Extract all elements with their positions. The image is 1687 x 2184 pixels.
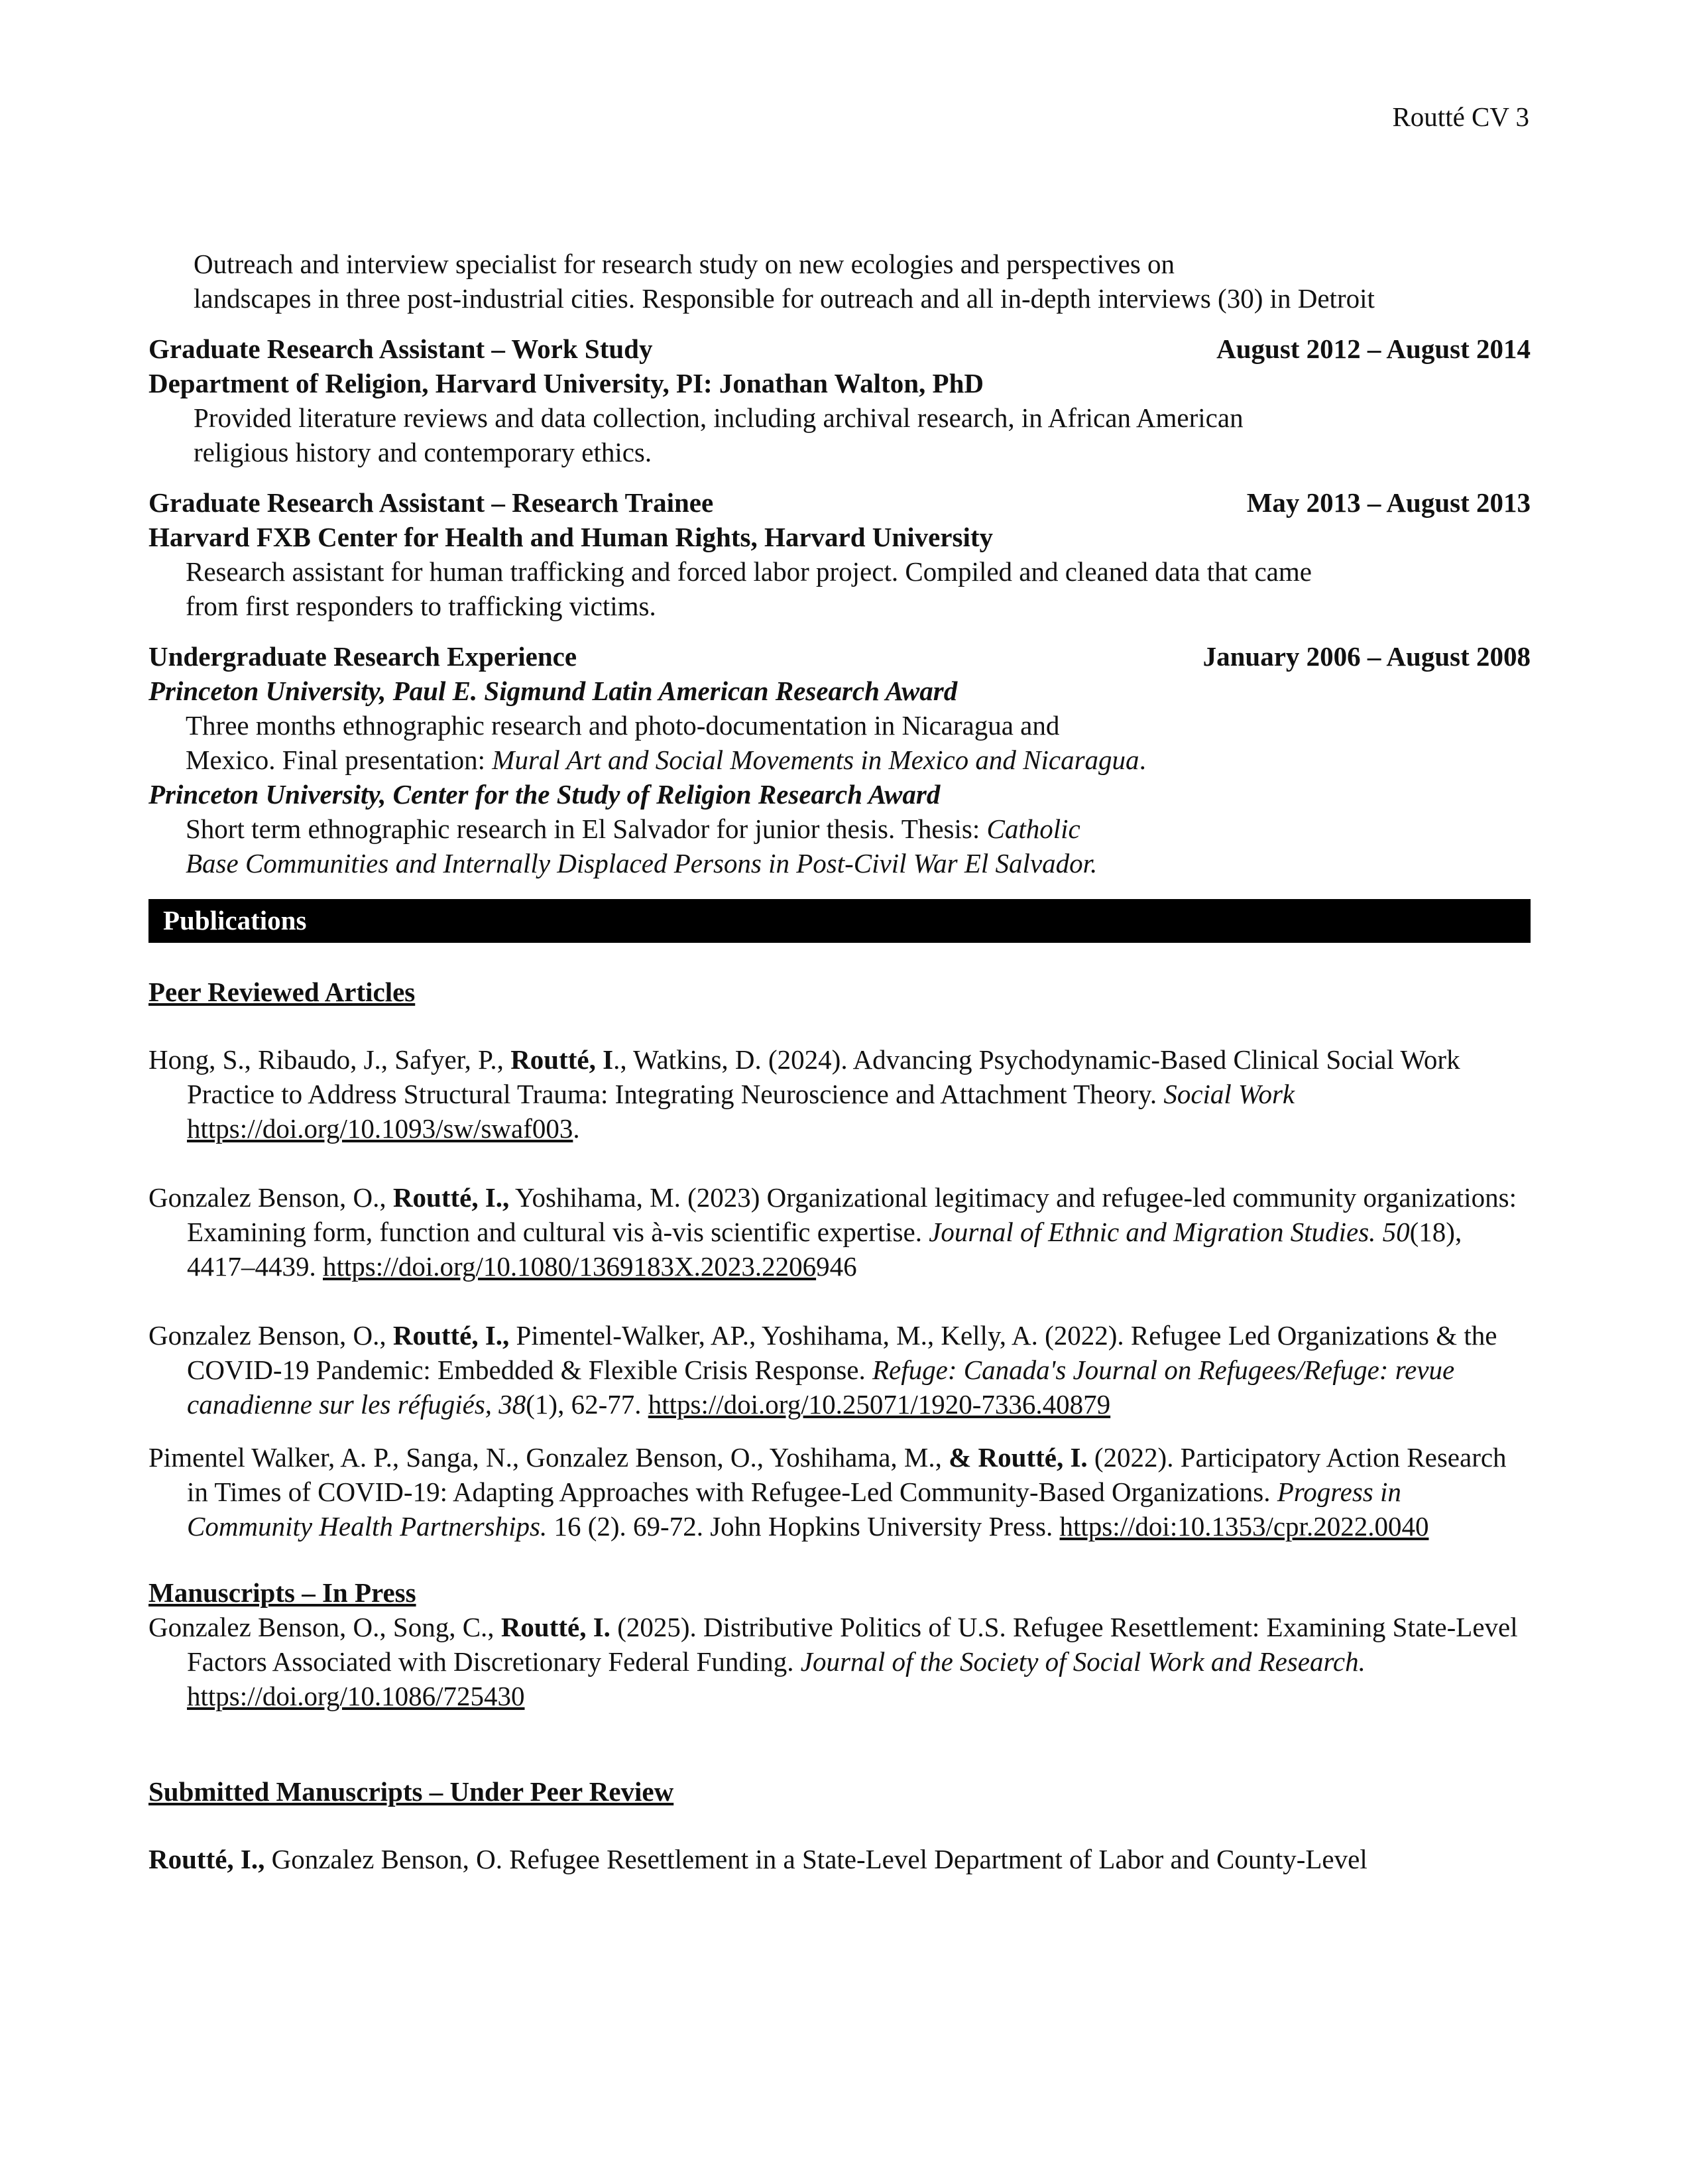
award-description <box>148 812 1531 880</box>
citation <box>148 1440 1531 1544</box>
in-press-heading: Manuscripts – In Press <box>148 1577 416 1608</box>
award-title: Princeton University, Paul E. Sigmund Latin American Research Award <box>148 676 958 706</box>
entry-dates: May 2013 – August 2013 <box>1246 487 1531 518</box>
citation-title: Pimentel-Walker, AP., Yoshihama, M., Kelly, A. (2022). Refugee Led Organizations & the COVID-19 Pandemic: Embedded & Flexible Crisis Response. <box>187 1320 1497 1385</box>
citation-highlight-author: & Routté, I. <box>949 1442 1088 1473</box>
description-line <box>186 812 1531 846</box>
citation-title: ., Watkins, D. (2024). Advancing Psychodynamic-Based Clinical Social Work Practice to Address Structural Trauma: Integrating Neuroscience and Attachment Theory. <box>187 1044 1460 1109</box>
description-line: Research assistant for human trafficking and forced labor project. Compiled and cleaned data that came <box>186 556 1312 587</box>
citation-title: (2022). Participatory Action Research in Times of COVID-19: Adapting Approaches with Refugee-Led Community-Based Organizations. <box>187 1442 1507 1507</box>
award-description <box>148 708 1531 777</box>
submitted-heading: Submitted Manuscripts – Under Peer Review <box>148 1776 674 1807</box>
citation-title: (2025). Distributive Politics of U.S. Refugee Resettlement: Examining State-Level Factors Associated with Discretionary Federal Funding. <box>187 1612 1518 1677</box>
running-header: Routté CV 3 <box>1392 101 1529 132</box>
citation-authors: Pimentel Walker, A. P., Sanga, N., Gonzalez Benson, O., Yoshihama, M., <box>148 1442 949 1473</box>
entry-dates: January 2006 – August 2008 <box>1202 641 1531 672</box>
citation <box>148 1842 1531 1876</box>
citation-doi-link[interactable]: https://doi:10.1353/cpr.2022.0040 <box>1059 1511 1429 1542</box>
citation-doi-link[interactable]: https://doi.org/10.25071/1920-7336.40879 <box>648 1389 1111 1420</box>
description-text: Short term ethnographic research in El Salvador for junior thesis. Thesis: <box>186 814 987 844</box>
intro-line: landscapes in three post-industrial cities. Responsible for outreach and all in-depth interviews (30) in Detroit <box>194 283 1375 314</box>
citation-end: 946 <box>816 1251 857 1282</box>
intro-line: Outreach and interview specialist for research study on new ecologies and perspectives on <box>194 249 1175 279</box>
entry-title: Graduate Research Assistant – Research Trainee <box>148 487 714 518</box>
citation <box>148 1318 1531 1422</box>
description-line: from first responders to trafficking victims. <box>186 591 656 621</box>
presentation-title: Mural Art and Social Movements in Mexico and Nicaragua <box>492 745 1139 775</box>
description-text: Mexico. Final presentation: <box>186 745 493 775</box>
citation-title: Gonzalez Benson, O. Refugee Resettlement in a State-Level Department of Labor and County-Level <box>264 1844 1367 1874</box>
citation-details: (18), 4417–4439. <box>187 1217 1462 1282</box>
citation-title: Yoshihama, M. (2023) Organizational legitimacy and refugee-led community organizations: Examining form, function and cultural vis à-vis scientific expertise. <box>187 1182 1517 1247</box>
thesis-title: Base Communities and Internally Displaced Persons in Post-Civil War El Salvador. <box>186 848 1098 879</box>
entry-organization: Department of Religion, Harvard University, PI: Jonathan Walton, PhD <box>148 368 984 398</box>
citation-highlight-author: Routté, I <box>510 1044 614 1075</box>
description-text: . <box>1139 745 1146 775</box>
citation-journal: Progress in Community Health Partnerships. <box>187 1477 1401 1542</box>
page-content <box>148 247 1531 1876</box>
entry-title: Undergraduate Research Experience <box>148 641 577 672</box>
citation <box>148 1610 1531 1713</box>
entry-heading <box>148 639 1531 674</box>
entry-organization: Harvard FXB Center for Health and Human Rights, Harvard University <box>148 522 994 552</box>
entry-dates: August 2012 – August 2014 <box>1216 334 1531 364</box>
description-line: Provided literature reviews and data collection, including archival research, in African American <box>194 402 1244 433</box>
citation-end: . <box>573 1113 580 1144</box>
citation-journal: Refuge: Canada's Journal on Refugees/Refuge: revue canadienne sur les réfugiés, 38 <box>187 1355 1455 1420</box>
citation-highlight-author: Routté, I., <box>392 1320 510 1351</box>
entry-heading <box>148 485 1531 520</box>
entry-title: Graduate Research Assistant – Work Study <box>148 334 653 364</box>
entry-heading <box>148 332 1531 366</box>
citation-authors: Gonzalez Benson, O., <box>148 1182 393 1213</box>
description-line <box>186 743 1531 777</box>
citation-journal: Journal of Ethnic and Migration Studies. 50 <box>929 1217 1410 1247</box>
citation-journal: Journal of the Society of Social Work and Research. <box>800 1646 1366 1677</box>
citation-details: (1), 62-77. <box>526 1389 648 1420</box>
intro-paragraph <box>148 247 1531 316</box>
citation-journal: Social Work <box>1163 1079 1295 1109</box>
description-line: Three months ethnographic research and photo-documentation in Nicaragua and <box>186 710 1060 741</box>
citation-authors: Hong, S., Ribaudo, J., Safyer, P., <box>148 1044 511 1075</box>
experience-entry <box>148 639 1531 880</box>
citation-doi-link[interactable]: https://doi.org/10.1080/1369183X.2023.2206 <box>323 1251 817 1282</box>
thesis-title: Catholic <box>986 814 1080 844</box>
publications-section-bar: Publications <box>148 899 1531 943</box>
award-title: Princeton University, Center for the Study of Religion Research Award <box>148 779 941 810</box>
experience-entry <box>148 332 1531 469</box>
citation-doi-link[interactable]: https://doi.org/10.1093/sw/swaf003 <box>187 1113 573 1144</box>
citation-authors: Gonzalez Benson, O., Song, C., <box>148 1612 501 1642</box>
entry-description <box>148 400 1531 469</box>
citation <box>148 1180 1531 1284</box>
peer-reviewed-heading: Peer Reviewed Articles <box>148 977 416 1007</box>
entry-description <box>148 554 1531 623</box>
description-line: religious history and contemporary ethics. <box>194 437 652 467</box>
experience-entry <box>148 485 1531 623</box>
citation-highlight-author: Routté, I., <box>148 1844 265 1874</box>
citation-authors: Gonzalez Benson, O., <box>148 1320 393 1351</box>
citation <box>148 1042 1531 1146</box>
citation-highlight-author: Routté, I. <box>500 1612 611 1642</box>
citation-highlight-author: Routté, I., <box>392 1182 510 1213</box>
citation-details: 16 (2). 69-72. John Hopkins University Press. <box>547 1511 1060 1542</box>
citation-doi-link[interactable]: https://doi.org/10.1086/725430 <box>187 1681 525 1711</box>
